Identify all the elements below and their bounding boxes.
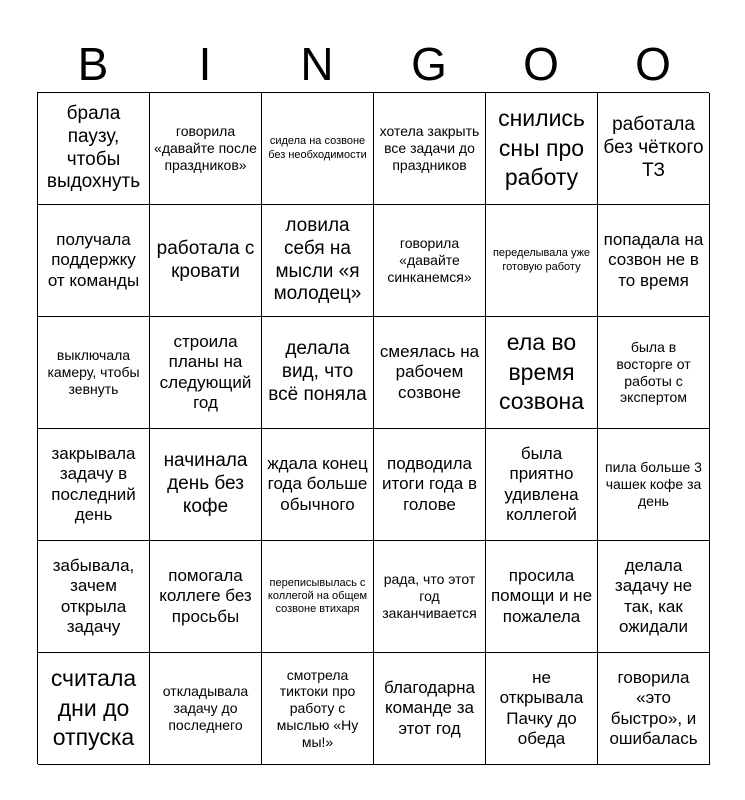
bingo-cell[interactable]: работала без чёткого ТЗ	[598, 93, 710, 205]
bingo-cell[interactable]: снились сны про работу	[486, 93, 598, 205]
bingo-cell[interactable]: говорила «это быстро», и ошибалась	[598, 653, 710, 765]
bingo-cell[interactable]: помогала коллеге без просьбы	[150, 541, 262, 653]
bingo-cell[interactable]: рада, что этот год заканчивается	[374, 541, 486, 653]
title-letter-o-2: O	[635, 38, 671, 90]
bingo-cell[interactable]: ждала конец года больше обычного	[262, 429, 374, 541]
bingo-cell[interactable]: смотрела тиктоки про работу с мыслью «Ну мы!»	[262, 653, 374, 765]
title-letter-b: B	[77, 38, 109, 90]
bingo-cell[interactable]: начинала день без кофе	[150, 429, 262, 541]
bingo-cell[interactable]: говорила «давайте синканемся»	[374, 205, 486, 317]
bingo-title	[37, 36, 709, 92]
bingo-cell[interactable]: брала паузу, чтобы выдохнуть	[38, 93, 150, 205]
bingo-cell[interactable]: пила больше 3 чашек кофе за день	[598, 429, 710, 541]
title-letter-g: G	[411, 38, 447, 90]
bingo-cell[interactable]: делала вид, что всё поняла	[262, 317, 374, 429]
bingo-cell[interactable]: работала с кровати	[150, 205, 262, 317]
bingo-cell[interactable]: ловила себя на мысли «я молодец»	[262, 205, 374, 317]
bingo-cell[interactable]: откладывала задачу до последнего	[150, 653, 262, 765]
bingo-cell[interactable]: ела во время созвона	[486, 317, 598, 429]
bingo-cell[interactable]: говорила «давайте после праздников»	[150, 93, 262, 205]
bingo-cell[interactable]: переделывала уже готовую работу	[486, 205, 598, 317]
bingo-cell[interactable]: получала поддержку от команды	[38, 205, 150, 317]
title-letter-o: O	[523, 38, 559, 90]
bingo-cell[interactable]: была в восторге от работы с экспертом	[598, 317, 710, 429]
bingo-cell[interactable]: выключала камеру, чтобы зевнуть	[38, 317, 150, 429]
bingo-cell[interactable]: переписывылась с коллегой на общем созвоне втихаря	[262, 541, 374, 653]
bingo-cell[interactable]: подводила итоги года в голове	[374, 429, 486, 541]
bingo-cell[interactable]: смеялась на рабочем созвоне	[374, 317, 486, 429]
bingo-cell[interactable]: была приятно удивлена коллегой	[486, 429, 598, 541]
bingo-cell[interactable]: попадала на созвон не в то время	[598, 205, 710, 317]
bingo-cell[interactable]: не открывала Пачку до обеда	[486, 653, 598, 765]
bingo-cell[interactable]: строила планы на следующий год	[150, 317, 262, 429]
bingo-cell[interactable]: считала дни до отпуска	[38, 653, 150, 765]
bingo-cell[interactable]: закрывала задачу в последний день	[38, 429, 150, 541]
bingo-cell[interactable]: делала задачу не так, как ожидали	[598, 541, 710, 653]
bingo-cell[interactable]: хотела закрыть все задачи до праздников	[374, 93, 486, 205]
title-letter-n: N	[300, 38, 334, 90]
bingo-board	[37, 92, 709, 764]
bingo-cell[interactable]: забывала, зачем открыла задачу	[38, 541, 150, 653]
title-letter-i: I	[198, 38, 212, 90]
bingo-cell[interactable]: просила помощи и не пожалела	[486, 541, 598, 653]
bingo-cell[interactable]: благодарна команде за этот год	[374, 653, 486, 765]
bingo-cell[interactable]: сидела на созвоне без необходимости	[262, 93, 374, 205]
